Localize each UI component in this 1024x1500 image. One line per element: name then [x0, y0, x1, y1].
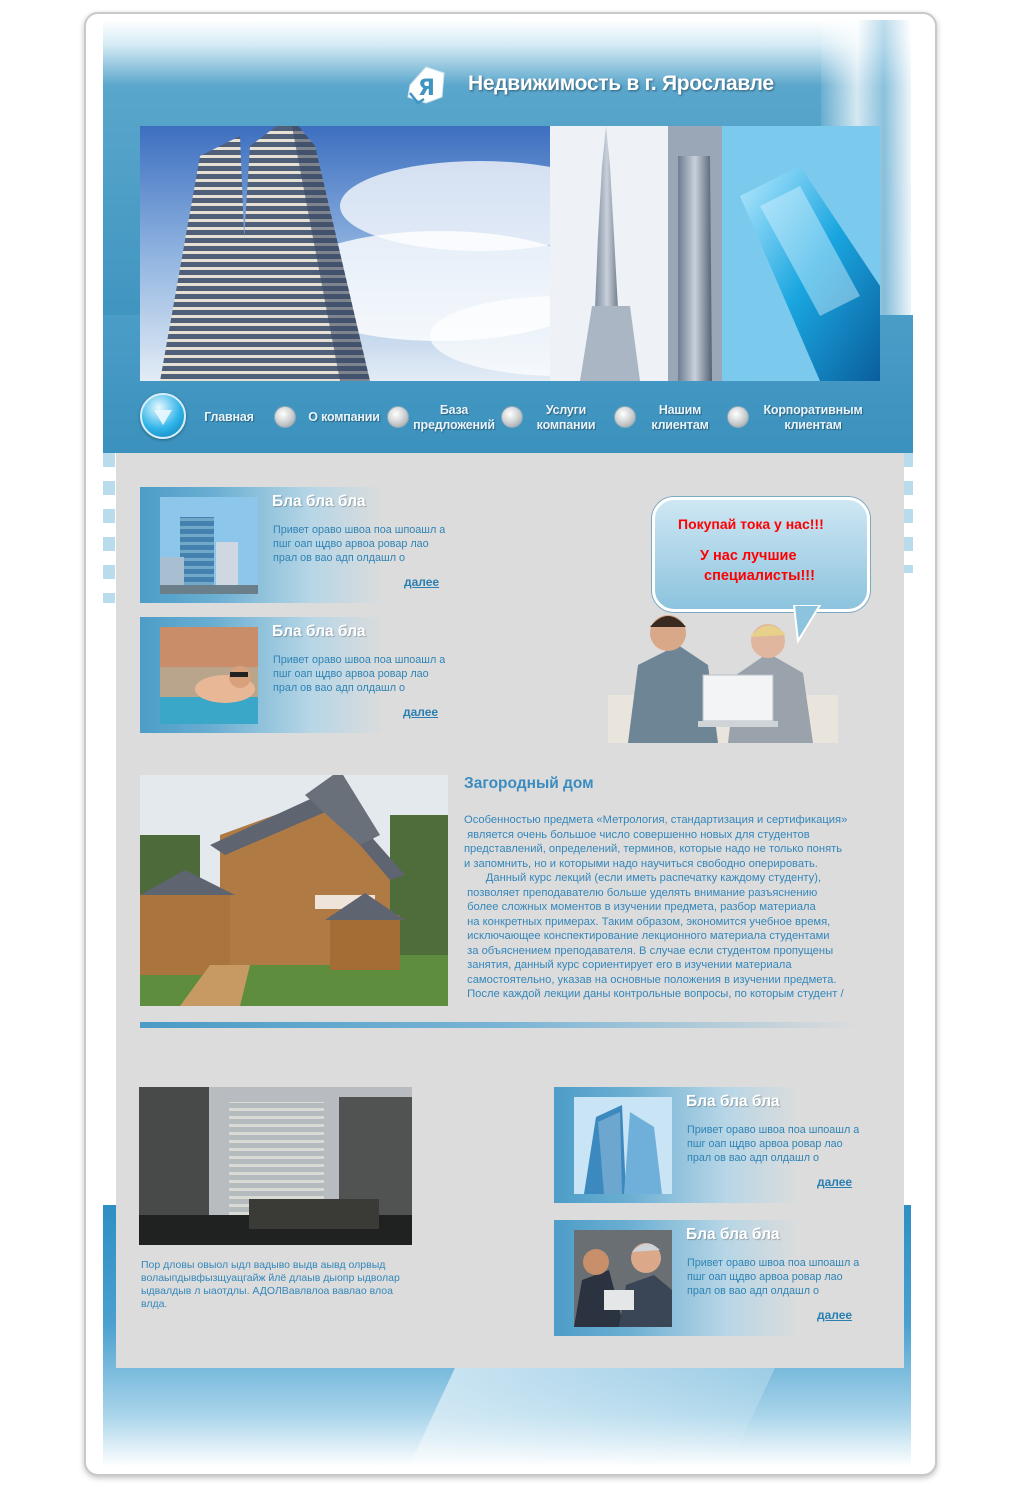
news-card: [140, 617, 446, 733]
nav-item-clients[interactable]: Нашим клиентам: [651, 403, 709, 432]
article-paragraph: Данный курс лекций (если иметь распечатку каждому студенту), позволяет преподавателю больше уделять внимание разъяснению более сложных моментов в изучении предмета, разбор материала на конкретных примерах. Таким образом, экономится учебное время, исключающее конспектирование лекционного материала студентами за объяснением преподавателя. В случае если студентом пропущены занятия, данный курс сориентирует его в изучении материала самостоятельно, указав на основные положения в изучении предмета. После каждой лекции даны контрольные вопросы, по которым студент /: [467, 872, 844, 1000]
promo-line-2: У нас лучшие: [700, 548, 797, 564]
news-more-link[interactable]: далее: [403, 705, 439, 719]
article-body: [464, 813, 884, 1002]
nav-bullet-icon: [387, 406, 409, 428]
section-divider: [140, 1022, 860, 1028]
nav-bullet-icon: [727, 406, 749, 428]
news-title[interactable]: Бла бла бла: [686, 1093, 780, 1110]
news-thumbnail[interactable]: [574, 1230, 672, 1327]
news-thumbnail[interactable]: [160, 497, 258, 594]
nav-item-home[interactable]: Главная: [204, 410, 254, 424]
news-card: [554, 1220, 860, 1336]
news-text: Привет ораво швоа поа шпоашл а пшг оап щдво арвоа ровар лао прал ов вао адп олдашл о: [687, 1124, 860, 1164]
promo-line-3: специалисты!!!: [704, 568, 815, 584]
news-card: [554, 1087, 860, 1203]
bottom-text: Пор дловы овыол ыдл вадыво выдв аывд олрвыд волаыпдывфызщуацгайж йлё длаыв дыопр ыдволар ыдвалдыв л ыаотдлы. АДОЛВавлвлоа вавлао влоа влда.: [141, 1259, 400, 1310]
skyscrapers-illustration: [140, 126, 880, 381]
news-card: [140, 487, 446, 603]
nav-item-corporate[interactable]: Корпоративным клиентам: [763, 403, 863, 432]
logo-letter: Я: [418, 76, 435, 101]
apartment-building-photo[interactable]: [139, 1087, 412, 1245]
nav-item-about[interactable]: О компании: [308, 410, 380, 424]
promo-line-1: Покупай тока у нас!!!: [678, 516, 824, 532]
news-title[interactable]: Бла бла бла: [272, 493, 366, 510]
news-text: Привет ораво швоа поа шпоашл а пшг оап щдво арвоа ровар лао прал ов вао адп олдашл о: [687, 1257, 860, 1297]
logo-icon[interactable]: [404, 63, 448, 107]
article-photo[interactable]: [140, 775, 448, 1006]
news-text: Привет ораво швоа поа шпоашл а пшг оап щдво арвоа ровар лао прал ов вао адп олдашл о: [273, 524, 446, 564]
news-more-link[interactable]: далее: [404, 575, 440, 589]
nav-item-services[interactable]: Услуги компании: [536, 403, 596, 432]
news-thumbnail[interactable]: [160, 627, 258, 724]
main-nav: [140, 392, 880, 444]
article-paragraph: Особенностью предмета «Метрология, стандартизация и сертификация» является очень большое число совершенно новых для студентов представлений, определений, терминов, которые надо не только понять и запомнить, но и которыми надо научиться свободно оперировать.: [464, 814, 848, 870]
nav-item-offers[interactable]: База предложений: [413, 403, 495, 432]
news-more-link[interactable]: далее: [817, 1175, 853, 1189]
side-stripes-left: [103, 453, 115, 603]
news-more-link[interactable]: далее: [817, 1308, 853, 1322]
side-stripes-right: [903, 453, 913, 573]
nav-bullet-icon: [274, 406, 296, 428]
hero-banner: [140, 126, 880, 381]
home-arrow-icon[interactable]: [140, 393, 186, 439]
news-title[interactable]: Бла бла бла: [272, 623, 366, 640]
site-title: Недвижимость в г. Ярославле: [468, 72, 774, 95]
news-thumbnail[interactable]: [574, 1097, 672, 1194]
news-text: Привет ораво швоа поа шпоашл а пшг оап щдво арвоа ровар лао прал ов вао адп олдашл о: [273, 654, 446, 694]
consultants-photo: [608, 605, 838, 743]
nav-bullet-icon: [501, 406, 523, 428]
article-title[interactable]: Загородный дом: [464, 775, 594, 792]
nav-bullet-icon: [614, 406, 636, 428]
news-title[interactable]: Бла бла бла: [686, 1226, 780, 1243]
